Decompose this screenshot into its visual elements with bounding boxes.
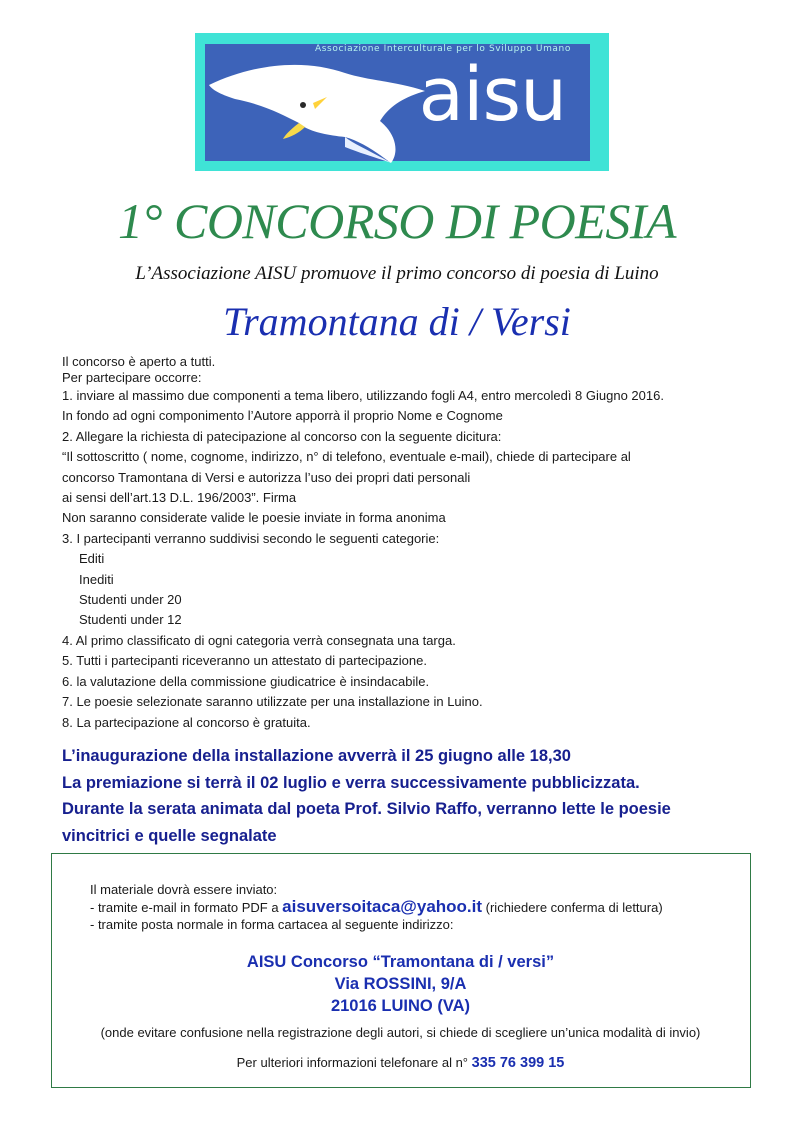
contact-info <box>52 1055 749 1071</box>
rules-line: concorso Tramontana di Versi e autorizza l’uso dei propri dati personali <box>62 469 471 485</box>
rules-line: Per partecipare occorre: <box>62 370 202 385</box>
rules-line: 8. La partecipazione al concorso è gratuita. <box>62 714 311 730</box>
postal-address <box>52 951 749 1017</box>
category-item: Inediti <box>79 571 114 587</box>
rules-line: “Il sottoscritto ( nome, cognome, indirizzo, n° di telefono, eventuale e-mail), chiede di partecipare al <box>62 449 631 465</box>
subtitle: L’Associazione AISU promuove il primo concorso di poesia di Luino <box>135 263 659 284</box>
post-line: - tramite posta normale in forma cartacea al seguente indirizzo: <box>90 917 454 932</box>
address-line: Via ROSSINI, 9/A <box>334 975 467 993</box>
rules-line: 2. Allegare la richiesta di patecipazione al concorso con la seguente dicitura: <box>62 428 502 444</box>
category-item: Studenti under 12 <box>79 612 182 628</box>
email-link[interactable]: aisuversoitaca@yahoo.it <box>282 897 483 916</box>
rules-line: ai sensi dell’art.13 D.L. 196/2003”. Firma <box>62 490 297 506</box>
contest-name: Tramontana di / Versi <box>223 299 571 344</box>
logo-tagline: Associazione Interculturale per lo Sviluppo Umano <box>315 44 571 54</box>
email-prefix: - tramite e-mail in formato PDF a <box>90 900 283 915</box>
info-prefix: Per ulteriori informazioni telefonare al n° <box>236 1055 472 1070</box>
rules-line: 6. la valutazione della commissione giudicatrice è insindacabile. <box>62 673 430 689</box>
rules-line: 7. Le poesie selezionate saranno utilizzate per una installazione in Luino. <box>62 694 483 710</box>
address-line: AISU Concorso “Tramontana di / versi” <box>246 953 555 971</box>
address-line: 21016 LUINO (VA) <box>330 997 471 1015</box>
announcement <box>62 743 782 849</box>
category-item: Editi <box>79 551 105 567</box>
aisu-logo <box>195 33 609 171</box>
rules-line: Non saranno considerate valide le poesie inviate in forma anonima <box>62 510 446 526</box>
announcement-line: La premiazione si terrà il 02 luglio e verra successivamente pubblicizzata. <box>62 773 640 792</box>
rules-line: 3. I partecipanti verranno suddivisi secondo le seguenti categorie: <box>62 530 440 546</box>
email-suffix: (richiedere conferma di lettura) <box>482 900 663 915</box>
rules-line: Il concorso è aperto a tutti. <box>62 354 216 369</box>
announcement-line: Durante la serata animata dal poeta Prof. Silvio Raffo, verranno lette le poesie <box>62 800 671 818</box>
category-item: Studenti under 20 <box>79 592 182 608</box>
submission-note: (onde evitare confusione nella registrazione degli autori, si chiede di scegliere un’unica modalità di invio) <box>100 1025 701 1040</box>
rules-line: 1. inviare al massimo due componenti a tema libero, utilizzando fogli A4, entro mercoledì 8 Giugno 2016. <box>62 388 664 403</box>
phone-number[interactable]: 335 76 399 15 <box>471 1055 565 1071</box>
email-line <box>90 898 663 916</box>
seagull-icon <box>195 33 609 171</box>
submission-instructions <box>90 881 663 933</box>
rules-line: 4. Al primo classificato di ogni categoria verrà consegnata una targa. <box>62 632 456 648</box>
announcement-line: vincitrici e quelle segnalate <box>62 826 277 845</box>
submission-box <box>51 853 751 1088</box>
logo-wordmark: aisu <box>418 52 566 138</box>
announcement-line: L’inaugurazione della installazione avverrà il 25 giugno alle 18,30 <box>62 747 571 765</box>
submission-intro: Il materiale dovrà essere inviato: <box>90 882 278 897</box>
rules-line: In fondo ad ogni componimento l’Autore apporrà il proprio Nome e Cognome <box>62 408 503 424</box>
rules-line: 5. Tutti i partecipanti riceveranno un attestato di partecipazione. <box>62 653 427 669</box>
page-title: 1° CONCORSO DI POESIA <box>117 193 677 249</box>
rules-section <box>62 354 762 733</box>
